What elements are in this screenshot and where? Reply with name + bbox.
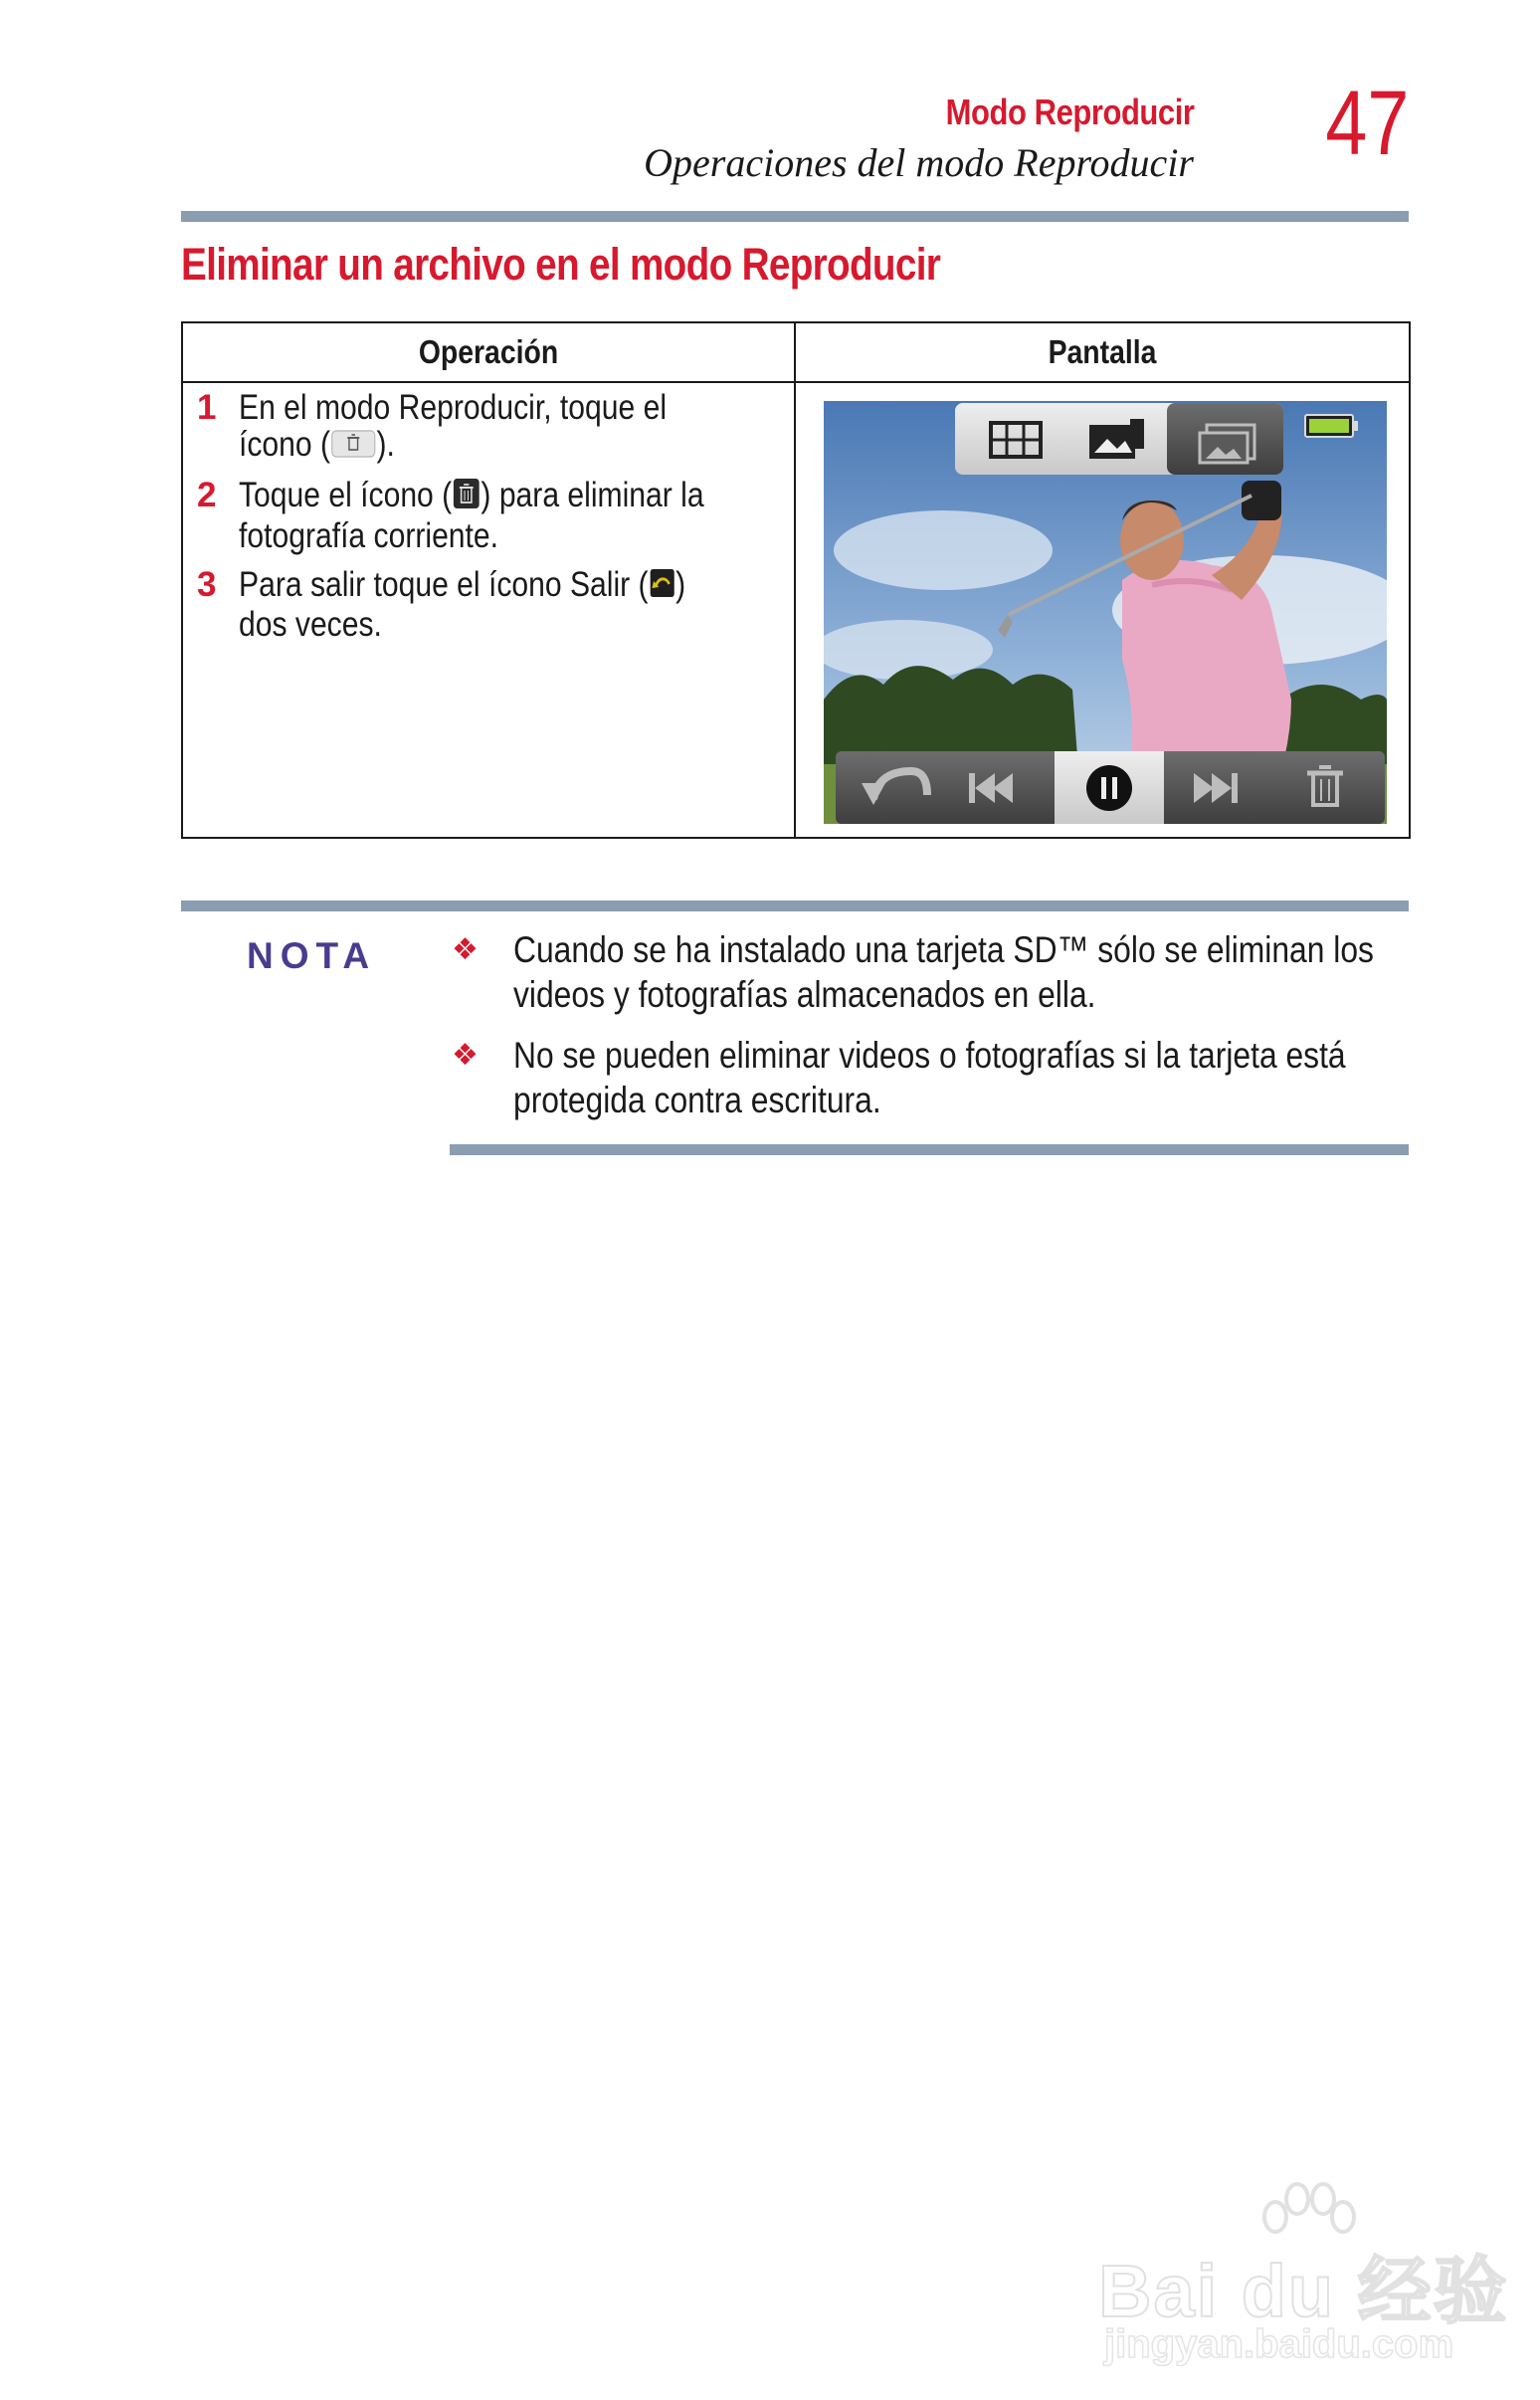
trash-icon bbox=[330, 428, 376, 465]
note-text: Cuando se ha instalado una tarjeta SD™ sólo se eliminan los bbox=[513, 929, 1374, 970]
note-bottom-divider bbox=[450, 1144, 1409, 1155]
watermark-url: jingyan.baidu.com bbox=[1104, 2322, 1454, 2366]
note-label: NOTA bbox=[247, 935, 377, 976]
page-number: 47 bbox=[1325, 73, 1409, 174]
subsection-title: Operaciones del modo Reproducir bbox=[644, 140, 1194, 185]
step-number: 1 bbox=[197, 388, 217, 427]
diamond-bullet-icon: ❖ bbox=[452, 1039, 479, 1072]
delete-confirm-icon bbox=[452, 477, 481, 517]
section-title: Modo Reproducir bbox=[945, 92, 1194, 132]
page-heading: Eliminar un archivo en el modo Reproducir bbox=[181, 239, 941, 290]
battery-icon bbox=[1305, 415, 1358, 437]
pause-icon[interactable] bbox=[1086, 765, 1132, 811]
note-top-divider bbox=[181, 900, 1409, 911]
step-number: 3 bbox=[197, 565, 217, 604]
column-header-operation: Operación bbox=[418, 333, 559, 370]
step-number: 2 bbox=[197, 476, 217, 514]
diamond-bullet-icon: ❖ bbox=[452, 933, 479, 966]
exit-icon bbox=[649, 567, 676, 606]
playback-top-toolbar bbox=[955, 403, 1283, 475]
watermark-brand: Bai du 经验 bbox=[1098, 2250, 1509, 2332]
note-text: No se pueden eliminar videos o fotografías si la tarjeta está bbox=[513, 1035, 1346, 1076]
header-divider bbox=[181, 211, 1409, 222]
column-header-screen: Pantalla bbox=[1048, 333, 1157, 370]
playback-bottom-toolbar bbox=[836, 751, 1385, 824]
step-text: En el modo Reproducir, toque el bbox=[239, 388, 668, 427]
camera-screen bbox=[824, 401, 1387, 824]
operation-table: Operación Pantalla 1 En el modo Reproducir, toque el ícono ( ). 2 Toque el ícono ( ) para eliminar la fotografía corriente. 3 Para salir toque el ícono Salir ( ) dos veces. bbox=[181, 321, 1411, 839]
watermark bbox=[1098, 2177, 1509, 2376]
